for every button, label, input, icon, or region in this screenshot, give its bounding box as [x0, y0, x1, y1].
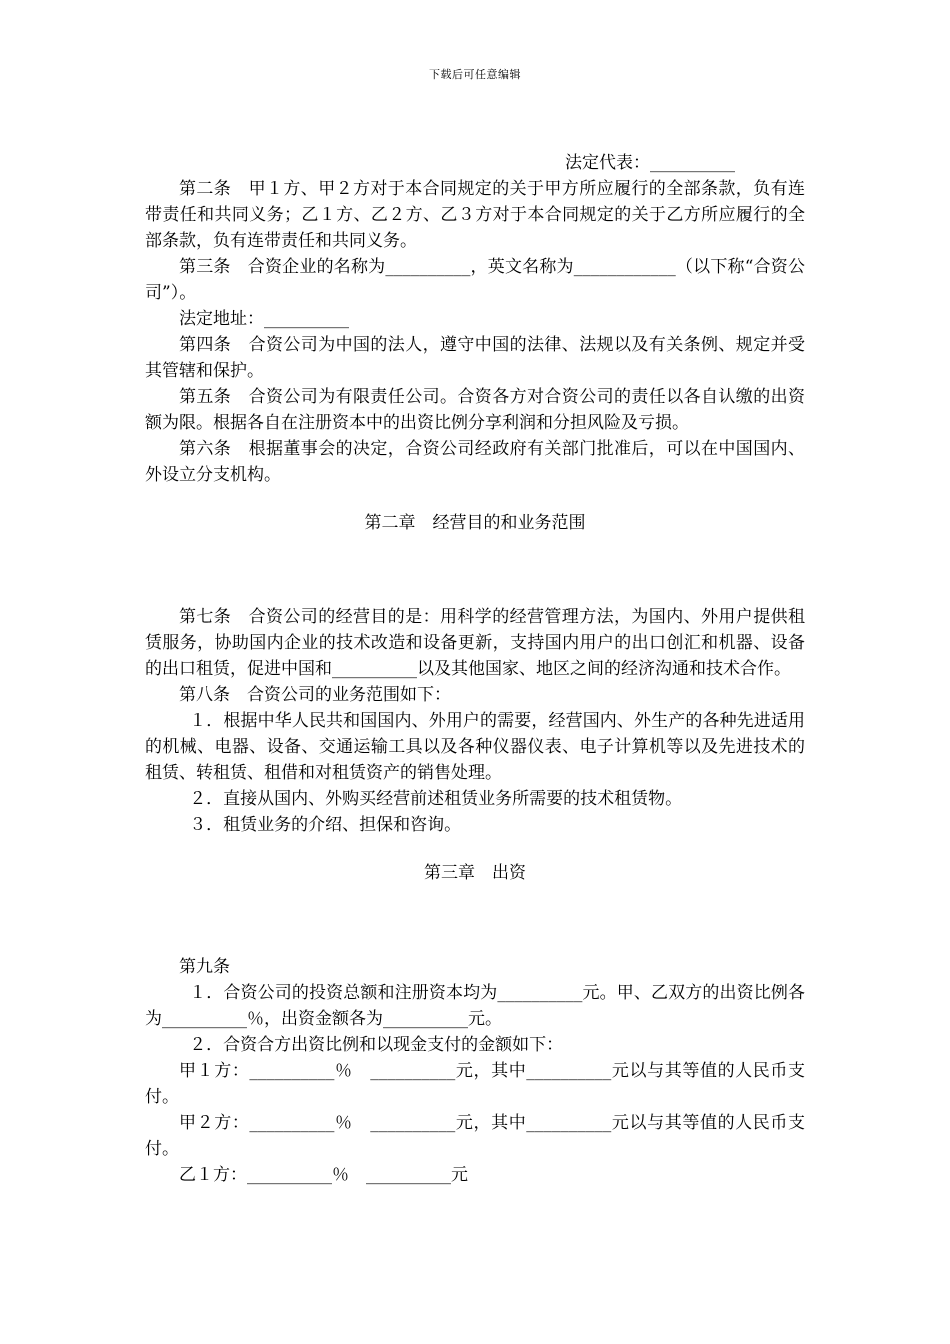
chapter-2-heading: 第二章 经营目的和业务范围 [364, 513, 586, 533]
article-9-item-1: １．合资公司的投资总额和注册资本均为__________元。甲、乙双方的出资比例各为__________％，出资金额各为__________元。 [145, 983, 805, 1029]
spacer [145, 536, 805, 604]
article-8-item-3: ３．租赁业务的介绍、担保和咨询。 [189, 815, 462, 835]
party-a2-contribution: 甲２方：__________％ __________元，其中__________元以与其等值的人民币支付。 [145, 1113, 805, 1159]
legal-address: 法定地址：__________ [179, 309, 349, 329]
article-6: 第六条 根据董事会的决定，合资公司经政府有关部门批准后，可以在中国国内、外设立分支机构。 [145, 439, 805, 485]
article-8-item-2: ２．直接从国内、外购买经营前述租赁业务所需要的技术租赁物。 [189, 789, 683, 809]
spacer [145, 886, 805, 954]
article-4: 第四条 合资公司为中国的法人，遵守中国的法律、法规以及有关条例、规定并受其管辖和保护。 [145, 335, 805, 381]
party-a1-contribution: 甲１方：__________％ __________元，其中__________元以与其等值的人民币支付。 [145, 1061, 805, 1107]
legal-representative-line: 法定代表：__________ [565, 153, 735, 173]
party-b1-contribution: 乙１方：__________％ __________元 [179, 1165, 468, 1185]
article-7: 第七条 合资公司的经营目的是：用科学的经营管理方法，为国内、外用户提供租赁服务，协助国内企业的技术改造和设备更新，支持国内用户的出口创汇和机器、设备的出口租赁，促进中国和__________以及其他国家、地区之间的经济沟通和技术合作。 [145, 607, 805, 679]
article-9-item-2: ２．合资合方出资比例和以现金支付的金额如下： [189, 1035, 564, 1055]
article-5: 第五条 合资公司为有限责任公司。合资各方对合资公司的责任以各自认缴的出资额为限。根据各自在注册资本中的出资比例分享利润和分担风险及亏损。 [145, 387, 805, 433]
page-header: 下载后可任意编辑 [429, 68, 521, 81]
article-3: 第三条 合资企业的名称为__________，英文名称为____________（以下称“合资公司”）。 [145, 257, 805, 303]
article-2: 第二条 甲１方、甲２方对于本合同规定的关于甲方所应履行的全部条款，负有连带责任和共同义务；乙１方、乙２方、乙３方对于本合同规定的关于乙方所应履行的全部条款，负有连带责任和共同义务。 [145, 179, 805, 251]
chapter-3-heading: 第三章 出资 [424, 863, 526, 883]
article-8-item-1: １．根据中华人民共和国国内、外用户的需要，经营国内、外生产的各种先进适用的机械、电器、设备、交通运输工具以及各种仪器仪表、电子计算机等以及先进技术的租赁、转租赁、租借和对租赁资产的销售处理。 [145, 711, 805, 783]
document-body [145, 150, 805, 1188]
article-8: 第八条 合资公司的业务范围如下： [179, 685, 451, 705]
article-9: 第九条 [179, 957, 230, 977]
